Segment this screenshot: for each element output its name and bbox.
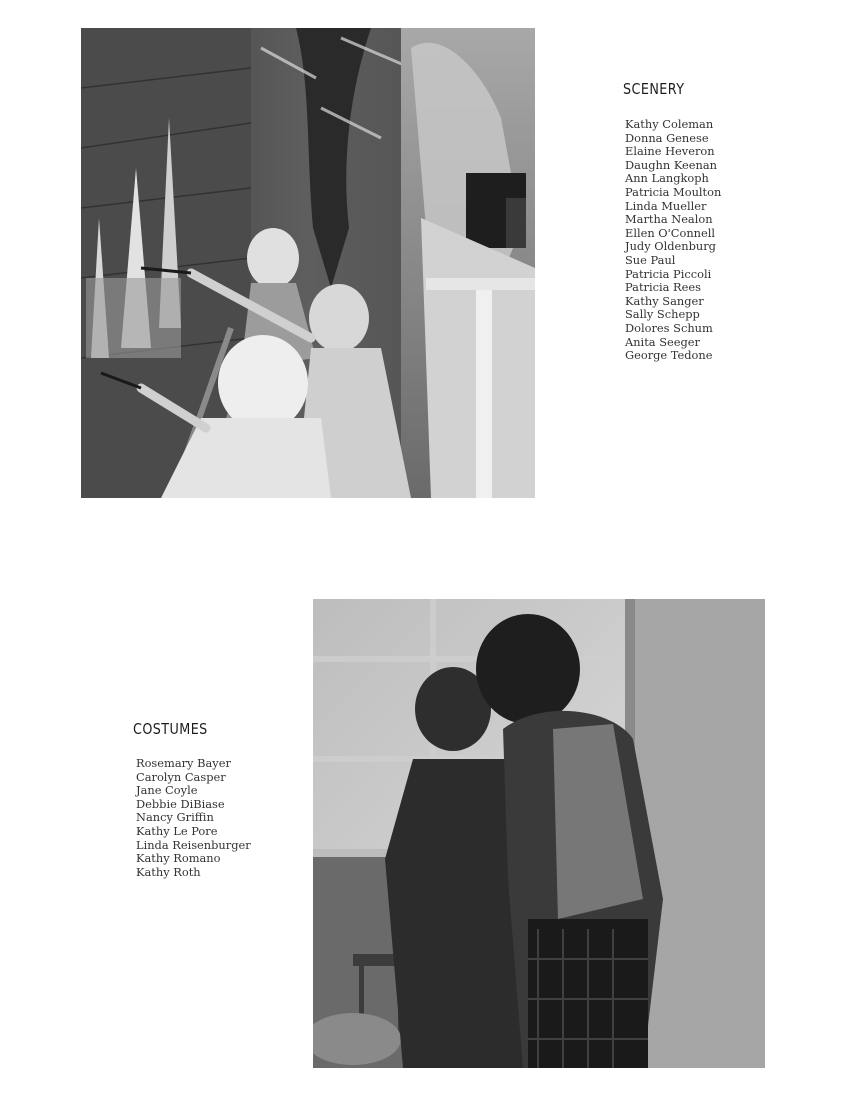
scenery-name: Martha Nealon	[625, 212, 713, 227]
costumes-name: Kathy Roth	[136, 864, 201, 879]
scenery-name: Donna Genese	[625, 130, 709, 145]
costumes-name: Linda Reisenburger	[136, 837, 251, 852]
scenery-name: Judy Oldenburg	[625, 239, 716, 254]
scenery-heading: SCENERY	[623, 80, 685, 98]
costumes-photo-graphic	[313, 599, 765, 1068]
scenery-name: Daughn Keenan	[625, 157, 717, 172]
costumes-name: Carolyn Casper	[136, 769, 226, 784]
scenery-name: Patricia Moulton	[625, 184, 722, 199]
scenery-name: Patricia Rees	[625, 280, 701, 295]
scenery-name-list	[625, 118, 721, 363]
scenery-photo	[81, 28, 535, 498]
scenery-name: George Tedone	[625, 348, 713, 363]
costumes-name: Debbie DiBiase	[136, 796, 225, 811]
costumes-name: Rosemary Bayer	[136, 756, 231, 770]
costumes-name: Jane Coyle	[136, 783, 198, 798]
scenery-photo-graphic	[81, 28, 535, 498]
scenery-name: Anita Seeger	[625, 334, 700, 349]
scenery-name: Sally Schepp	[625, 307, 700, 322]
scenery-name: Linda Mueller	[625, 198, 707, 213]
scenery-name: Elaine Heveron	[625, 144, 715, 159]
costumes-name: Kathy Le Pore	[136, 823, 218, 838]
costumes-name: Kathy Romano	[136, 851, 221, 866]
costumes-name: Nancy Griffin	[136, 810, 214, 825]
costumes-name-list	[136, 757, 251, 879]
scenery-name: Dolores Schum	[625, 320, 713, 335]
scenery-name: Kathy Sanger	[625, 293, 704, 308]
costumes-photo	[313, 599, 765, 1068]
scenery-name: Ann Langkoph	[625, 171, 709, 186]
costumes-heading: COSTUMES	[133, 720, 208, 738]
scenery-name: Kathy Coleman	[625, 117, 714, 131]
scenery-name: Ellen O'Connell	[625, 225, 716, 240]
scenery-name: Patricia Piccoli	[625, 266, 712, 281]
scenery-name: Sue Paul	[625, 252, 676, 267]
